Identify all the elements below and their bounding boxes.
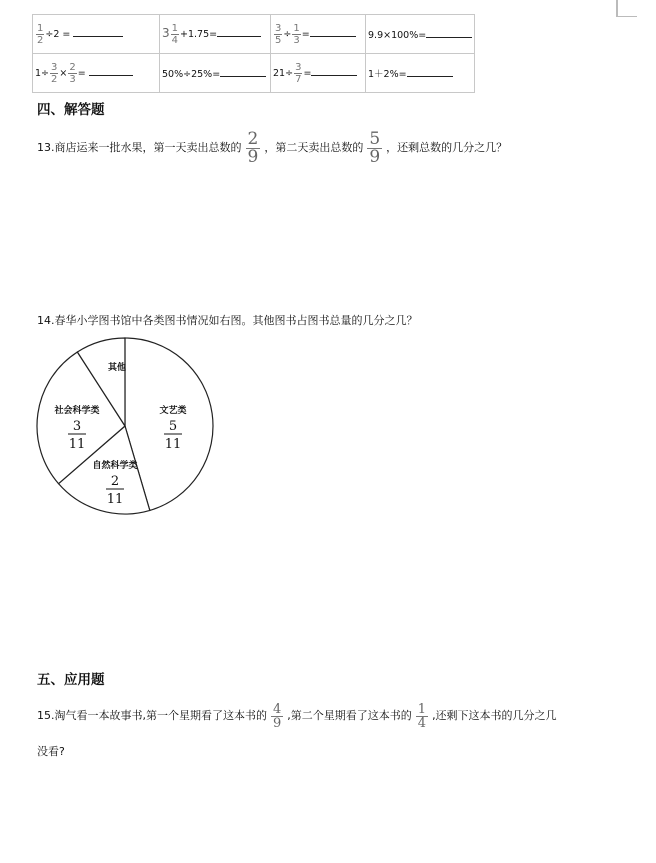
fraction bbox=[416, 703, 428, 730]
numerator: 1 bbox=[417, 701, 427, 717]
fraction bbox=[36, 23, 44, 46]
question-text: 没看? bbox=[37, 745, 65, 758]
answer-blank[interactable] bbox=[310, 26, 356, 37]
numerator: 3 bbox=[51, 61, 58, 73]
calc-cell bbox=[33, 15, 160, 54]
answer-blank[interactable] bbox=[73, 26, 123, 37]
expression-text: = bbox=[77, 67, 89, 79]
expression-text: +1.75= bbox=[180, 28, 218, 40]
expression-text: 50%÷25%= bbox=[162, 69, 221, 80]
answer-blank[interactable] bbox=[217, 26, 261, 37]
question-text: ，第二天卖出总数的 bbox=[264, 141, 364, 154]
numerator: 5 bbox=[369, 128, 381, 149]
numerator: 2 bbox=[247, 128, 259, 149]
denominator: 5 bbox=[275, 34, 282, 46]
expression-text: = bbox=[303, 67, 312, 79]
question-text: 13.商店运来一批水果，第一天卖出总数的 bbox=[37, 141, 242, 154]
fraction bbox=[292, 23, 300, 46]
pie-numerator-social-science: 3 bbox=[72, 419, 82, 434]
pie-label-other: 其他 bbox=[107, 363, 127, 373]
table-row bbox=[33, 54, 475, 93]
page-corner-mark-right bbox=[616, 0, 637, 17]
question-text: ,第二个星期看了这本书的 bbox=[287, 709, 412, 722]
calc-cell bbox=[271, 54, 366, 93]
denominator: 4 bbox=[417, 715, 427, 731]
fraction bbox=[294, 62, 302, 85]
fraction bbox=[274, 23, 282, 46]
numerator: 3 bbox=[275, 22, 282, 34]
fraction bbox=[367, 128, 382, 167]
numerator: 2 bbox=[69, 61, 76, 73]
fraction bbox=[171, 23, 179, 46]
answer-blank[interactable] bbox=[311, 65, 357, 76]
calc-cell bbox=[366, 54, 475, 93]
numerator: 1 bbox=[293, 22, 300, 34]
fraction bbox=[50, 62, 58, 85]
fraction bbox=[246, 128, 261, 167]
expression-text: 21÷ bbox=[273, 67, 294, 79]
pie-label-social-science: 社会科学类 bbox=[54, 406, 100, 416]
pie-label-natural-science: 自然科学类 bbox=[92, 461, 138, 471]
pie-chart bbox=[35, 336, 235, 516]
numerator: 4 bbox=[273, 701, 282, 717]
expression-text: ÷2 = bbox=[45, 28, 74, 40]
calc-cell bbox=[271, 15, 366, 54]
question-text: ，还剩总数的几分之几？ bbox=[386, 141, 508, 154]
pie-label-literature: 文艺类 bbox=[159, 406, 187, 416]
calculation-table bbox=[32, 14, 475, 93]
denominator: 3 bbox=[293, 34, 300, 46]
denominator: 9 bbox=[247, 146, 259, 167]
denominator: 2 bbox=[51, 73, 58, 85]
pie-numerator-literature: 5 bbox=[168, 419, 178, 434]
denominator: 9 bbox=[369, 146, 381, 167]
calc-cell bbox=[366, 15, 475, 54]
numerator: 1 bbox=[37, 22, 44, 34]
fraction bbox=[68, 62, 76, 85]
answer-blank[interactable] bbox=[407, 66, 453, 77]
denominator: 4 bbox=[171, 34, 179, 46]
denominator: 3 bbox=[69, 73, 76, 85]
calc-cell bbox=[33, 54, 160, 93]
question-text: ,还剩下这本书的几分之几 bbox=[432, 709, 557, 722]
expression-text: 1÷ bbox=[35, 67, 50, 79]
answer-blank[interactable] bbox=[89, 65, 133, 76]
question-13 bbox=[37, 130, 507, 166]
calc-cell bbox=[160, 15, 271, 54]
denominator: 7 bbox=[295, 73, 302, 85]
page-corner-mark-left bbox=[595, 0, 618, 16]
question-14: 14.春华小学图书馆中各类图书情况如右图。其他图书占图书总量的几分之几？ bbox=[37, 314, 418, 327]
fraction bbox=[271, 703, 283, 730]
numerator: 3 bbox=[295, 61, 302, 73]
pie-denominator-social-science: 11 bbox=[68, 437, 86, 452]
section-title-4: 四、解答题 bbox=[37, 102, 105, 118]
numerator: 1 bbox=[171, 22, 179, 34]
pie-denominator-literature: 11 bbox=[164, 437, 182, 452]
table-row bbox=[33, 15, 475, 54]
pie-denominator-natural-science: 11 bbox=[106, 492, 124, 507]
answer-blank[interactable] bbox=[220, 66, 266, 77]
denominator: 9 bbox=[273, 715, 282, 731]
question-text: 15.淘气看一本故事书,第一个星期看了这本书的 bbox=[37, 709, 267, 722]
expression-text: 1＋2%= bbox=[368, 69, 407, 80]
denominator: 2 bbox=[37, 34, 44, 46]
pie-numerator-natural-science: 2 bbox=[110, 474, 120, 489]
question-15 bbox=[37, 698, 622, 770]
mixed-number-whole: 3 bbox=[162, 25, 170, 40]
expression-text: = bbox=[301, 28, 310, 40]
operator: × bbox=[59, 67, 68, 79]
section-title-5: 五、应用题 bbox=[37, 672, 105, 688]
operator: ÷ bbox=[283, 28, 292, 40]
expression-text: 9.9×100%= bbox=[368, 30, 427, 41]
calc-cell bbox=[160, 54, 271, 93]
answer-blank[interactable] bbox=[426, 27, 472, 38]
